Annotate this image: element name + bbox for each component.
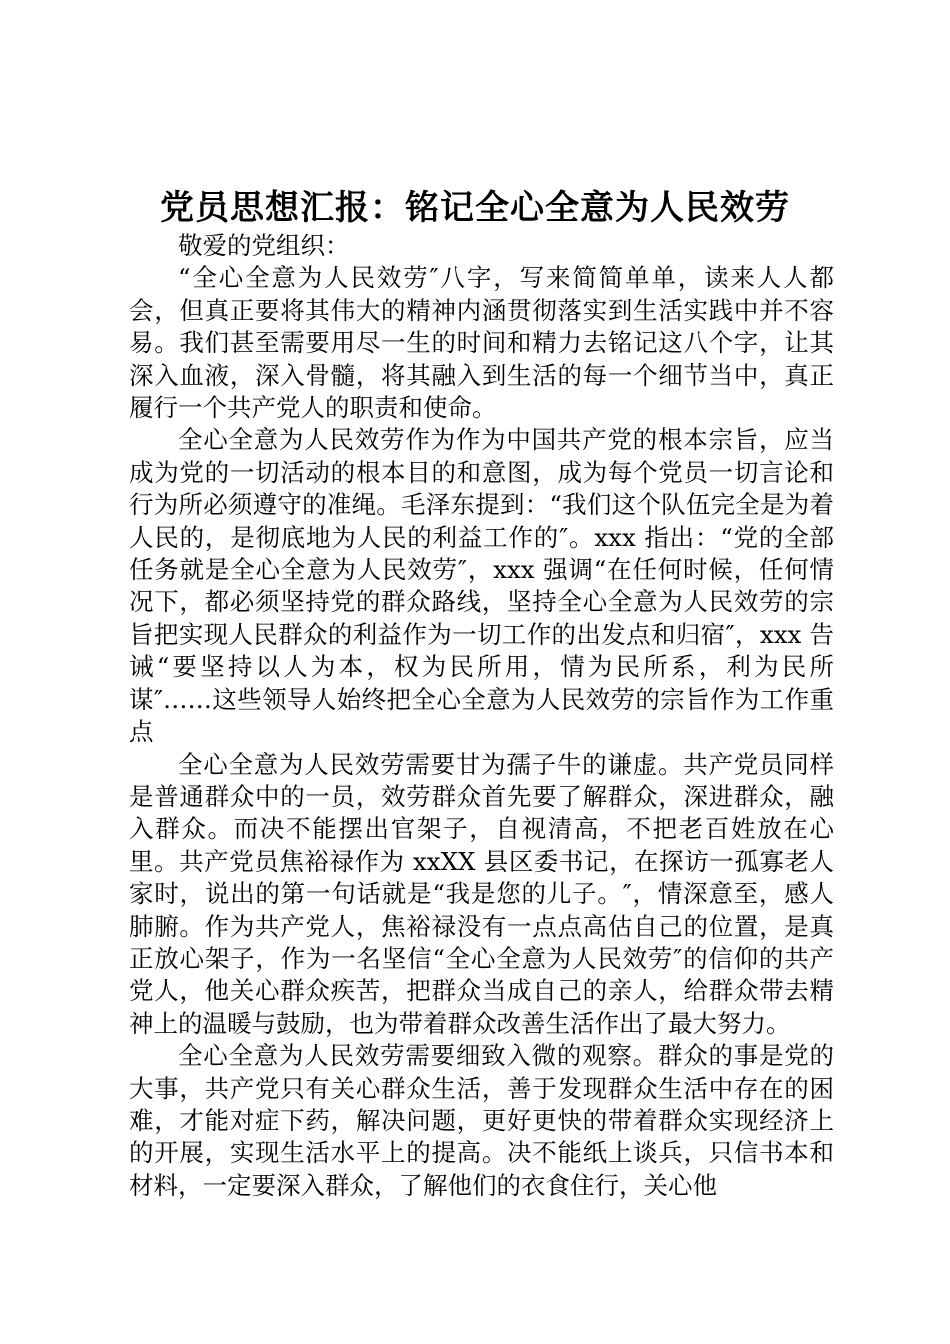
document-title: 党员思想汇报：铭记全心全意为人民效劳 [160,188,790,228]
paragraph: 全心全意为人民效劳需要细致入微的观察。群众的事是党的大事，共产党只有关心群众生活，善于发现群众生活中存在的困难，才能对症下药，解决问题，更好更快的带着群众实现经济上的开展，实现生活水平上的提高。决不能纸上谈兵，只信书本和材料，一定要深入群众，了解他们的衣食住行，关心他 [129,1041,834,1200]
document-body [129,230,834,1202]
paragraph: “全心全意为人民效劳″八字，写来简简单单，读来人人都会，但真正要将其伟大的精神内涵贯彻落实到生活实践中并不容易。我们甚至需要用尽一生的时间和精力去铭记这八个字，让其深入血液，深入骨髓，将其融入到生活的每一个细节当中，真正履行一个共产党人的职责和使命。 [129,263,834,423]
salutation: 敬爱的党组织： [178,231,350,260]
paragraph: 全心全意为人民效劳作为作为中国共产党的根本宗旨，应当成为党的一切活动的根本目的和意图，成为每个党员一切言论和行为所必须遵守的准绳。毛泽东提到：“我们这个队伍完全是为着人民的，是彻底地为人民的利益工作的″。xxx 指出：“党的全部任务就是全心全意为人民效劳″，xxx 强调“在任何时候，任何情况下，都必须坚持党的群众路线，坚持全心全意为人民效劳的宗旨把实现人民群众的利益作为一切工作的出发点和归宿″，xxx 告诫“要坚持以人为本，权为民所用，情为民所系，利为民所谋″……这些领导人始终把全心全意为人民效劳的宗旨作为工作重点 [129,425,834,747]
paragraph: 全心全意为人民效劳需要甘为孺子牛的谦虚。共产党员同样是普通群众中的一员，效劳群众首先要了解群众，深进群众，融入群众。而决不能摆出官架子，自视清高，不把老百姓放在心里。共产党员焦裕禄作为 xxXX 县区委书记，在探访一孤寡老人家时，说出的第一句话就是“我是您的儿子。″，情深意至，感人肺腑。作为共产党人，焦裕禄没有一点点高估自己的位置，是真正放心架子，作为一名坚信“全心全意为人民效劳″的信仰的共产党人，他关心群众疾苦，把群众当成自己的亲人，给群众带去精神上的温暖与鼓励，也为带着群众改善生活作出了最大努力。 [129,749,834,1038]
